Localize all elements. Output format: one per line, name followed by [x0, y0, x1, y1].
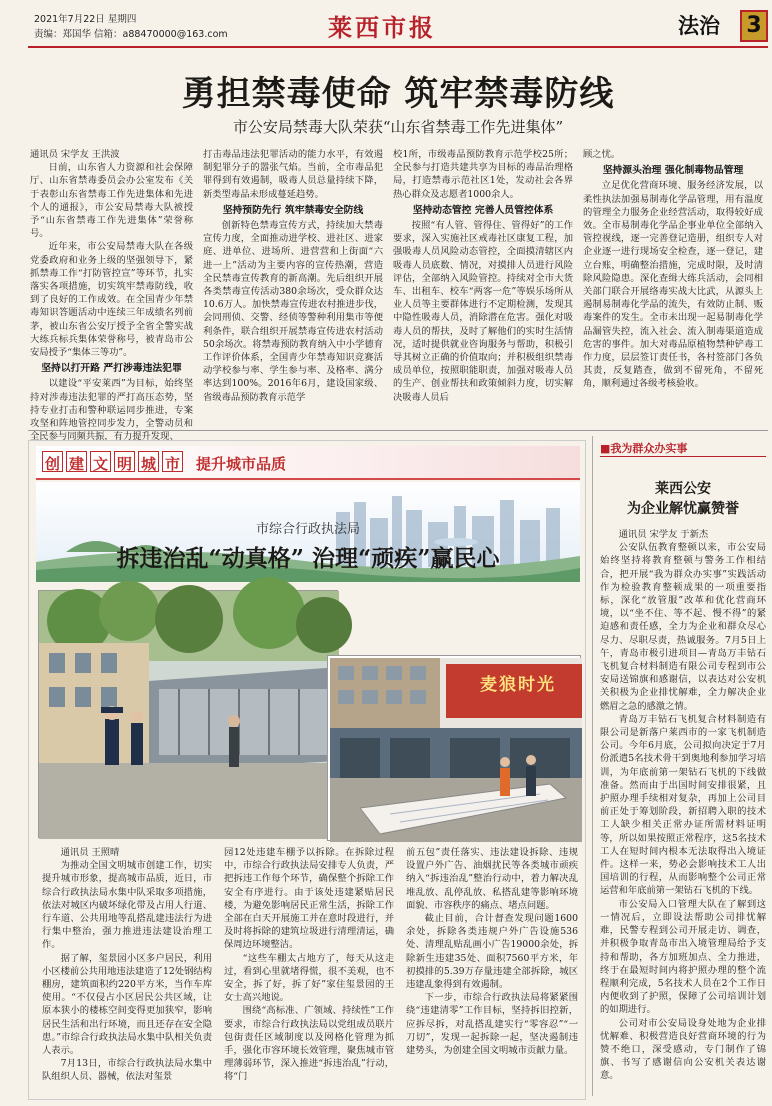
issue-date: 2021年7月22日 星期四: [34, 14, 137, 25]
sidebar-headline-1: 莱西公安: [655, 481, 711, 497]
article2-kicker: 市综合行政执法局: [255, 522, 360, 537]
paragraph: 按照“有人管、管得住、管得好”的工作要求，深入实施社区戒毒社区康复工程，加强吸毒人员风险动态管控，全面摸清辖区内吸毒人员底数、情况，对摸排人员进行风险评估，全部纳入风险管控。持续对全市大货车、出租车、校车“两客一危”等娱乐场所从业人员等主要群体进行不定期检测，发现其中隐性吸毒人员，消除潜在危害。强化对吸毒人员的帮扶，及时了解他们的实时生活情况，适时提供就业咨询服务与帮助，积极引导其树立正确的价值取向；并积极组织禁毒成员单位，按照职能职责，加强对吸毒人员的生产、创业帮扶和政策倾斜力度，切实解决吸毒人员后: [393, 220, 573, 403]
paragraph: 前五包”责任落实、违法建设拆除、违规设置户外广告、油烟扰民等各类城市顽疾纳入“拆违治乱”整治行动中，着力解决乱堆乱放、乱停乱放、私搭乱建等影响环境面貌、市容秩序的痛点、堵点问题。: [406, 847, 578, 911]
paragraph: 为推动全国文明城市创建工作，切实提升城市形象，提高城市品质，近日，市综合行政执法局水集中队采取多项措施，依法对城区内破坏绿化带及占用人行道、行车道、公共用地等乱搭乱建违法行为进行集中整治，强力推进违法建设治理工作。: [42, 860, 212, 951]
article2-byline: 通讯员 王照晴: [60, 847, 120, 858]
subheading: 坚持源头治理 强化制毒物品管理: [602, 165, 744, 177]
sidebar-label-rule: [600, 456, 766, 457]
paragraph: 顾之忧。: [583, 149, 621, 160]
article2-col2: [224, 846, 394, 1094]
paragraph: 公司对市公安局设身处地为企业排忧解难、积极营造良好营商环境的行为赞不绝口，深受感动，专门制作了锦旗、书写了感谢信向公安机关表达谢意。: [600, 1017, 766, 1082]
paragraph: 7月13日，市综合行政执法局水集中队组织人员、器械，依法对玺景: [42, 1058, 212, 1083]
paragraph: 市公安局入口管理大队在了解到这一情况后，立即设法帮助公司排忧解难，民警专程到公司开展走访、调查，并积极争取青岛市出入境管理局给予支持和帮助，各方加班加点、全力推进，终于在最短时间内将护照办理的整个流程顺利完成，5名技术人员在2个工作日内便收到了护照，保障了公司培训计划的如期进行。: [600, 898, 766, 1016]
paragraph: 下一步，市综合行政执法局将紧紧围绕“违建清零”工作目标，坚持拆旧控新，应拆尽拆，对乱搭乱建实行“零容忍”“一刀切”，发现一起拆除一起，坚决遏制违建势头，为创建全国文明城市贡献力量。: [406, 992, 578, 1057]
article1-col1: [30, 148, 193, 443]
article2-col3: [406, 846, 578, 1094]
demolition-illustration: [39, 591, 339, 839]
paragraph: “这些车棚太占地方了，每天从这走过，看到心里就堵得慌，很不美观，也不安全，拆了好，拆了好”家住玺景园的王女士高兴地说。: [224, 952, 394, 1004]
sidebar-headline-2: 为企业解忧赢赞誉: [627, 501, 739, 517]
article2-col1: [42, 846, 212, 1094]
subheading: 坚持以打开路 严打涉毒违法犯罪: [41, 363, 182, 375]
street-cleanup-photo: [328, 656, 580, 840]
page-number: 3: [746, 13, 762, 38]
sidebar-column-label: ■我为群众办实事: [600, 442, 688, 455]
banner-title: 提升城市品质: [196, 455, 287, 473]
page-number-badge: [740, 10, 768, 42]
article1-byline: 通讯员 宋学友 王洪波: [30, 149, 120, 160]
paragraph: 校1所，市级毒品预防教育示范学校25所；全民参与打造共建共享为目标的毒品治理格局，打造禁毒示范社区1处，发动社会各界热心群众及志愿者1000余人。: [393, 149, 573, 200]
sidebar-body: [600, 528, 766, 1094]
article1-col4: [583, 148, 763, 423]
article1-col2: [203, 148, 383, 423]
paragraph: 截止目前，合计督查发现问题1600余处，拆除各类违规户外广告设施536处、清理乱贴乱画小广告19000余处，拆除新生违建35处、面积7560平方米，年初摸排的5.39万存量违建全部拆除，城区违建乱象得到有效遏制。: [406, 913, 578, 991]
article2-headline: 拆违治乱“动真格” 治理“顽疾”赢民心: [116, 545, 500, 572]
paragraph: 以建设“平安莱西”为目标，始终坚持对涉毒违法犯罪的严打高压态势，坚持专业打击和警种联运同步推进，专案攻坚和阵地管控同步发力，全警动员和全民参与同频共振，有力提升发现、: [30, 378, 193, 443]
sidebar-byline: 通讯员 宋学友 于新杰: [618, 529, 709, 540]
editor-info: 责编：郑国华 信箱：a88470000@163.com: [34, 29, 228, 40]
demolition-photo: [38, 590, 338, 838]
page-header: [28, 8, 768, 44]
paragraph: 日前，山东省人力资源和社会保障厅、山东省禁毒委员会办公室发布《关于表彰山东省禁毒工作先进集体和先进个人的通报》，市公安局禁毒大队被授予“山东省禁毒工作先进集体”荣誉称号。: [30, 162, 193, 240]
paragraph: 立足优化营商环境、服务经济发展，以柔性执法加强易制毒化学品管理，用有温度的管理全力服务企业经营活动，取得较好成效。全市易制毒化学品企事业单位全部纳入管控视线，逐一完善登记造册，组织专人对企业逐一进行现场安全检查，逐一登记，建立台账，明确整治措施，完成时限，及时清除风险隐患。深化查缉大练兵活动，会同相关部门联合开展络毒实战大比武，从源头上遏制易制毒化学品的流失，有效防止制、贩毒案件的发生。全市未出现一起易制毒化学品漏管失控，流入社会、流入制毒渠道造成危害的事件。加大对毒品原植物禁种铲毒工作力度，层层签订责任书，各村签部门各负其责，反复踏查，做到不留死角，不留死角，顺利通过各级考核验收。: [583, 180, 763, 390]
header-rule: [28, 46, 768, 48]
paragraph: 园12处违建车棚予以拆除。在拆除过程中，市综合行政执法局安排专人负责，严把拆违工作每个环节，确保整个拆除工作安全有序进行。由于该处违建紧贴居民楼，为避免影响居民正常生活，拆除工作全部在白天开展施工并在意时段进行，并及时将拆除的建筑垃圾进行清理清运，确保周边环境整洁。: [224, 847, 394, 951]
civilization-banner: [36, 446, 580, 480]
paragraph: 据了解，玺景园小区多户居民，利用小区楼前公共用地违法建造了12处钢结构棚房，建筑面积约220平方米，当作车库使用。“不仅侵占小区居民公共区域，让原本狭小的楼栋空间变得更加狭窄，影响居民生活和出行环境，而且还存在安全隐患。”市综合行政执法局水集中队相关负责人表示。: [42, 952, 212, 1057]
paragraph: 公安队伍教育整顿以来，市公安局始终坚持将教育整顿与警务工作相结合，把开展“我为群众办实事”实践活动作为检验教育整顿成果的一项重要指标，深化“放管服”改革和优化营商环境，以“坐不住、等不起、慢不得”的紧迫感和责任感，全力为企业和群众尽心尽力、尽职尽责，热诚服务。7月5日上午，青岛市极引进项目—青岛万丰钻石飞机复合材料制造有限公司专程到市公安局送锦旗和感谢信，以表达对公安机关积极为企业排忧解难，全力解决企业燃眉之急的感激之情。: [600, 542, 766, 712]
section-title: 法治: [678, 13, 720, 38]
article1-subhead: 市公安局禁毒大队荣获“山东省禁毒工作先进集体”: [232, 118, 564, 136]
shop-sign-text: 麦狼时光: [480, 675, 556, 695]
article1-headline: 勇担禁毒使命 筑牢禁毒防线: [181, 74, 615, 114]
banner-text: 创建文明城市: [45, 455, 190, 473]
paragraph: 创新特色禁毒宣传方式，持续加大禁毒宣传力度，全面推动进学校、进社区、进家庭、进单位、进场所、进营营和上街面“六进一上”活动为主要内容的宣传热潮，营造全民禁毒宣传教育的新高潮。先后组织开展各类禁毒宣传活动380余场次，受众群众达10.6万人。加快禁毒宣传进农村推进步伐，会同刑侦、交警、经侦等警种利用集市等便利条件，联合组织开展禁毒宣传进农村活动50余场次。将禁毒预防教育纳入中小学德育工作评价体系，全国青少年禁毒知识竞赛活动学校参与率、学生参与率、及格率、满分率达到100%。2016年6月，建设国家级、省级毒品预防教育示范学: [203, 220, 383, 403]
article1-divider: [28, 430, 768, 431]
sidebar-vertical-rule: [592, 436, 593, 1096]
paragraph: 青岛万丰钻石飞机复合材料制造有限公司是新落户莱西市的一家飞机制造公司。今年6月底，公司拟向决定于7月份派遣5名技术骨干到奥地利参加学习培训，为年底前第一架钻石飞机的下线做准备。然而由于出国时间安排很紧，且护照办理手续相对复杂，再加上公司目前正处于筹划阶段，新招聘入职的技术工人缺少相关正常办证所需材料证明等，所以如果按照正常程序，这5名技术工人在短时间内根本无法取得出入境证件。这样一来，势必会影响技术工人出国培训的行程，从而影响整个公司正常运营和年底前第一架钻石飞机的下线。: [600, 713, 766, 897]
paragraph: 打击毒品违法犯罪活动的能力水平，有效遏制犯罪分子的嚣张气焰。当前，全市毒品犯罪得到有效遏制，吸毒人员总量持续下降，新类型毒品未形成蔓延趋势。: [203, 149, 383, 200]
subheading: 坚持动态管控 完善人员管控体系: [412, 204, 554, 216]
masthead-logo: 莱西市报: [328, 13, 436, 42]
subheading: 坚持预防先行 筑牢禁毒安全防线: [222, 204, 364, 216]
paragraph: 近年来，市公安局禁毒大队在各级党委政府和业务上级的坚强领导下，紧抓禁毒工作“打防管控宣”等环节，扎实落实各项措施，切实筑牢禁毒防线，收到了良好的工作成效。在全国青少年禁毒知识答题活动中连续三年成绩名列前茅，被山东省公安厅授予全省全警实战大练兵标兵集体荣誉称号，被青岛市公安局授予“集体三等功”。: [30, 241, 193, 359]
paragraph: 围绕“高标准、广领域、持续性”工作要求，市综合行政执法局以党组成员联片包街责任区域制度以及网格化管理为抓手，强化市容环境长效管理，聚焦城市管理薄弱环节，深入推进“拆违治乱”行动，将“门: [224, 1005, 394, 1083]
article1-col3: [393, 148, 573, 423]
